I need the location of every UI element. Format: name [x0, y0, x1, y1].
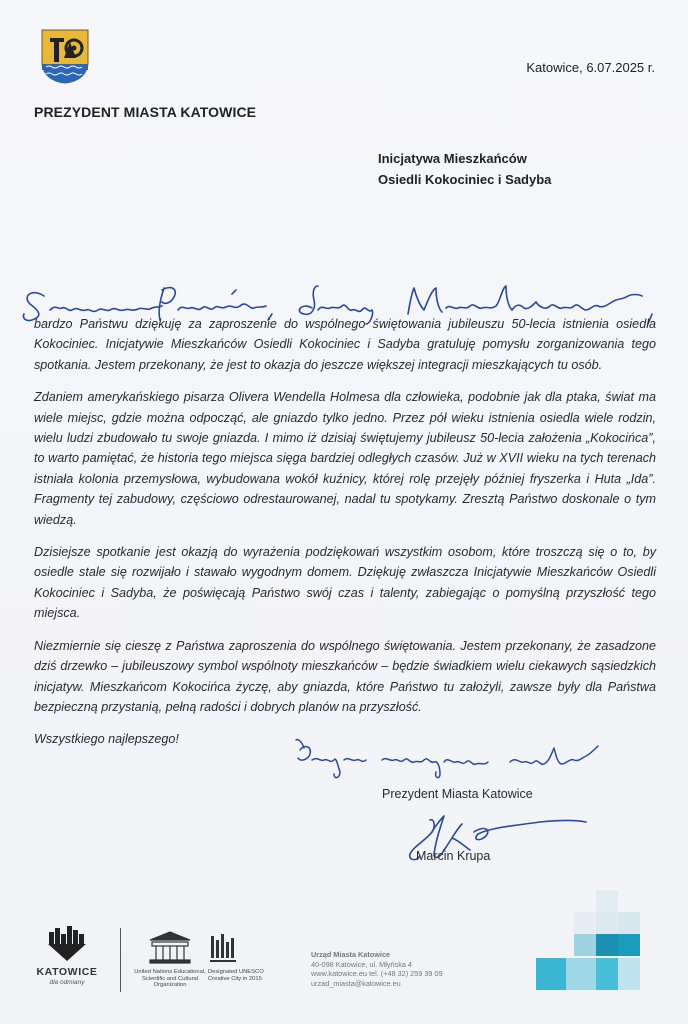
signature-role: Prezydent Miasta Katowice [382, 787, 533, 801]
handwritten-closing [290, 738, 620, 786]
address-org: Urząd Miasta Katowice [311, 950, 391, 959]
sender-title: PREZYDENT MIASTA KATOWICE [34, 104, 257, 120]
body-closing: Wszystkiego najlepszego! [34, 732, 179, 747]
katowice-coat-of-arms-icon [40, 28, 90, 84]
recipient-line-2: Osiedli Kokociniec i Sadyba [378, 172, 552, 187]
creative-city-text: Designated UNESCO Creative City in 2015 [208, 969, 264, 982]
katowice-brand [30, 924, 104, 986]
body-paragraph-3: Dzisiejsze spotkanie jest okazją do wyrażenia podziękowań wszystkim osobom, które troszczą się o to, by osiedle stale się rozwijało i stawało wygodnym domem. Dziękuję zwłaszcza Inicjatywie Mieszkańców Osiedli Kokociniec i Sadyba, że poświęcają Państwo swój czas i talenty, zabiegając o pomyślną przyszłość tego miejsca. [34, 545, 656, 621]
address-line-3: urzad_miasta@katowice.eu [311, 978, 401, 988]
body-paragraph-4: Niezmiernie się cieszę z Państwa zaproszenia do wspólnego świętowania. Jestem przekonany, że zasadzone dziś drzewko – jubileuszowy symbol wspólnoty mieszkańców – będzie świadkiem wielu ciekawych sąsiedzkich inicjatyw. Mieszkańcom Kokocińca życzę, aby gniazda, które Państwo tu założyli, zawsze były dla Państwa bezpieczną przystanią, pełną radości i dobrych planów na przyszłość. [34, 638, 656, 714]
letter-body [34, 314, 656, 762]
katowice-heart-logo-icon [46, 924, 88, 962]
body-paragraph-2: Zdaniem amerykańskiego pisarza Olivera Wendella Holmesa dla człowieka, podobnie jak dla ptaka, świat ma wiele miejsc, gdzie można odpocząć, ale gniazdo tylko jedno. Przez pół wieku istnienia osiedla wiele rodzin, wielu ludzi zbudowało tu swoje gniazda. I mimo iż dzisiaj świętujemy jubileusz 50-lecia założenia „Kokocińca”, to warto pamiętać, że historia tego miejsca sięga bardziej odległych czasów. Już w XVII wieku na tych terenach istniała kolonia przemysłowa, wybudowana wokół kuźnicy, której rolę przejęły później fryszerka i Huta „Ida”. Fragmenty tej zabudowy, częściowo odrestaurowanej, nadal tu spotykamy. Zresztą Państwo doskonale o tym wiedzą. [34, 390, 656, 527]
unesco-block [130, 930, 210, 989]
unesco-temple-logo-icon [147, 930, 193, 966]
decorative-squares-graphic [532, 888, 642, 992]
city-of-music-logo-icon [210, 930, 236, 966]
katowice-wordmark: KATOWICE [36, 966, 98, 978]
footer-divider [120, 928, 121, 992]
address-line-2: www.katowice.eu tel. (+48 32) 259 39 09 [311, 969, 443, 978]
recipient-block [378, 148, 551, 190]
office-address [311, 950, 443, 988]
body-paragraph-1: bardzo Państwu dziękuję za zaproszenie do wspólnego świętowania jubileuszu 50-lecia istnienia osiedla Kokociniec. Inicjatywie Mieszkańców Osiedli Kokociniec i Sadyba gratuluję pomysłu zorganizowania tego spotkania. Jestem przekonany, że jest to okazja do jeszcze większej integracji mieszkających tu osób. [34, 317, 656, 372]
katowice-tagline: dla odmiany [49, 979, 85, 986]
address-line-1: 40-098 Katowice, ul. Młyńska 4 [311, 959, 412, 969]
unesco-text: United Nations Educational, Scientific and Cultural Organization [134, 969, 206, 989]
creative-city-block [208, 930, 268, 982]
signature-name: Marcin Krupa [416, 849, 491, 863]
recipient-line-1: Inicjatywa Mieszkańców [378, 151, 527, 166]
letter-date: Katowice, 6.07.2025 r. [526, 60, 655, 75]
